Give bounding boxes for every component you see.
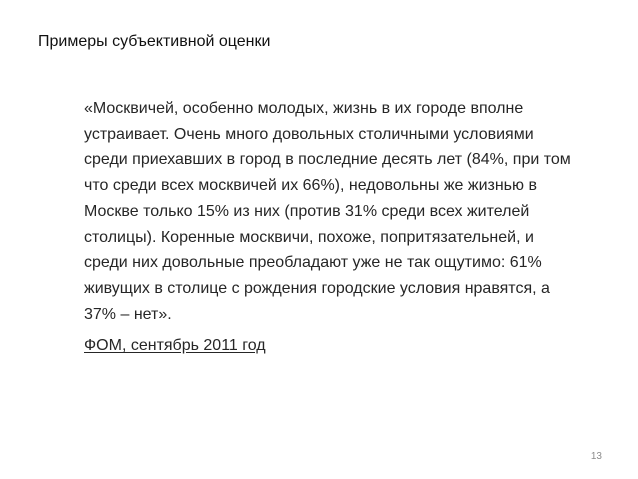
quote-line: что среди всех москвичей их 66%), недовольны же жизнью в — [84, 177, 537, 195]
quote-line: 37% – нет». — [84, 305, 172, 323]
quote-line: столицы). Коренные москвичи, похоже, попритязательней, и — [84, 228, 534, 246]
quote-line: устраивает. Очень много довольных столичными условиями — [84, 125, 534, 143]
quote-line: Москве только 15% из них (против 31% среди всех жителей — [84, 202, 530, 220]
quote-line: среди приехавших в город в последние десять лет (84%, при том — [84, 151, 571, 169]
quote-block — [84, 96, 584, 357]
slide-title: Примеры субъективной оценки — [38, 33, 271, 50]
quote-line: «Москвичей, особенно молодых, жизнь в их городе вполне — [84, 100, 524, 117]
quote-line: среди них довольные преобладают уже не так ощутимо: 61% — [84, 254, 542, 272]
page-number: 13 — [590, 451, 602, 462]
source-link[interactable]: ФОМ, сентябрь 2011 год — [84, 337, 266, 355]
quote-line: живущих в столице с рождения городские условия нравятся, а — [84, 279, 550, 297]
